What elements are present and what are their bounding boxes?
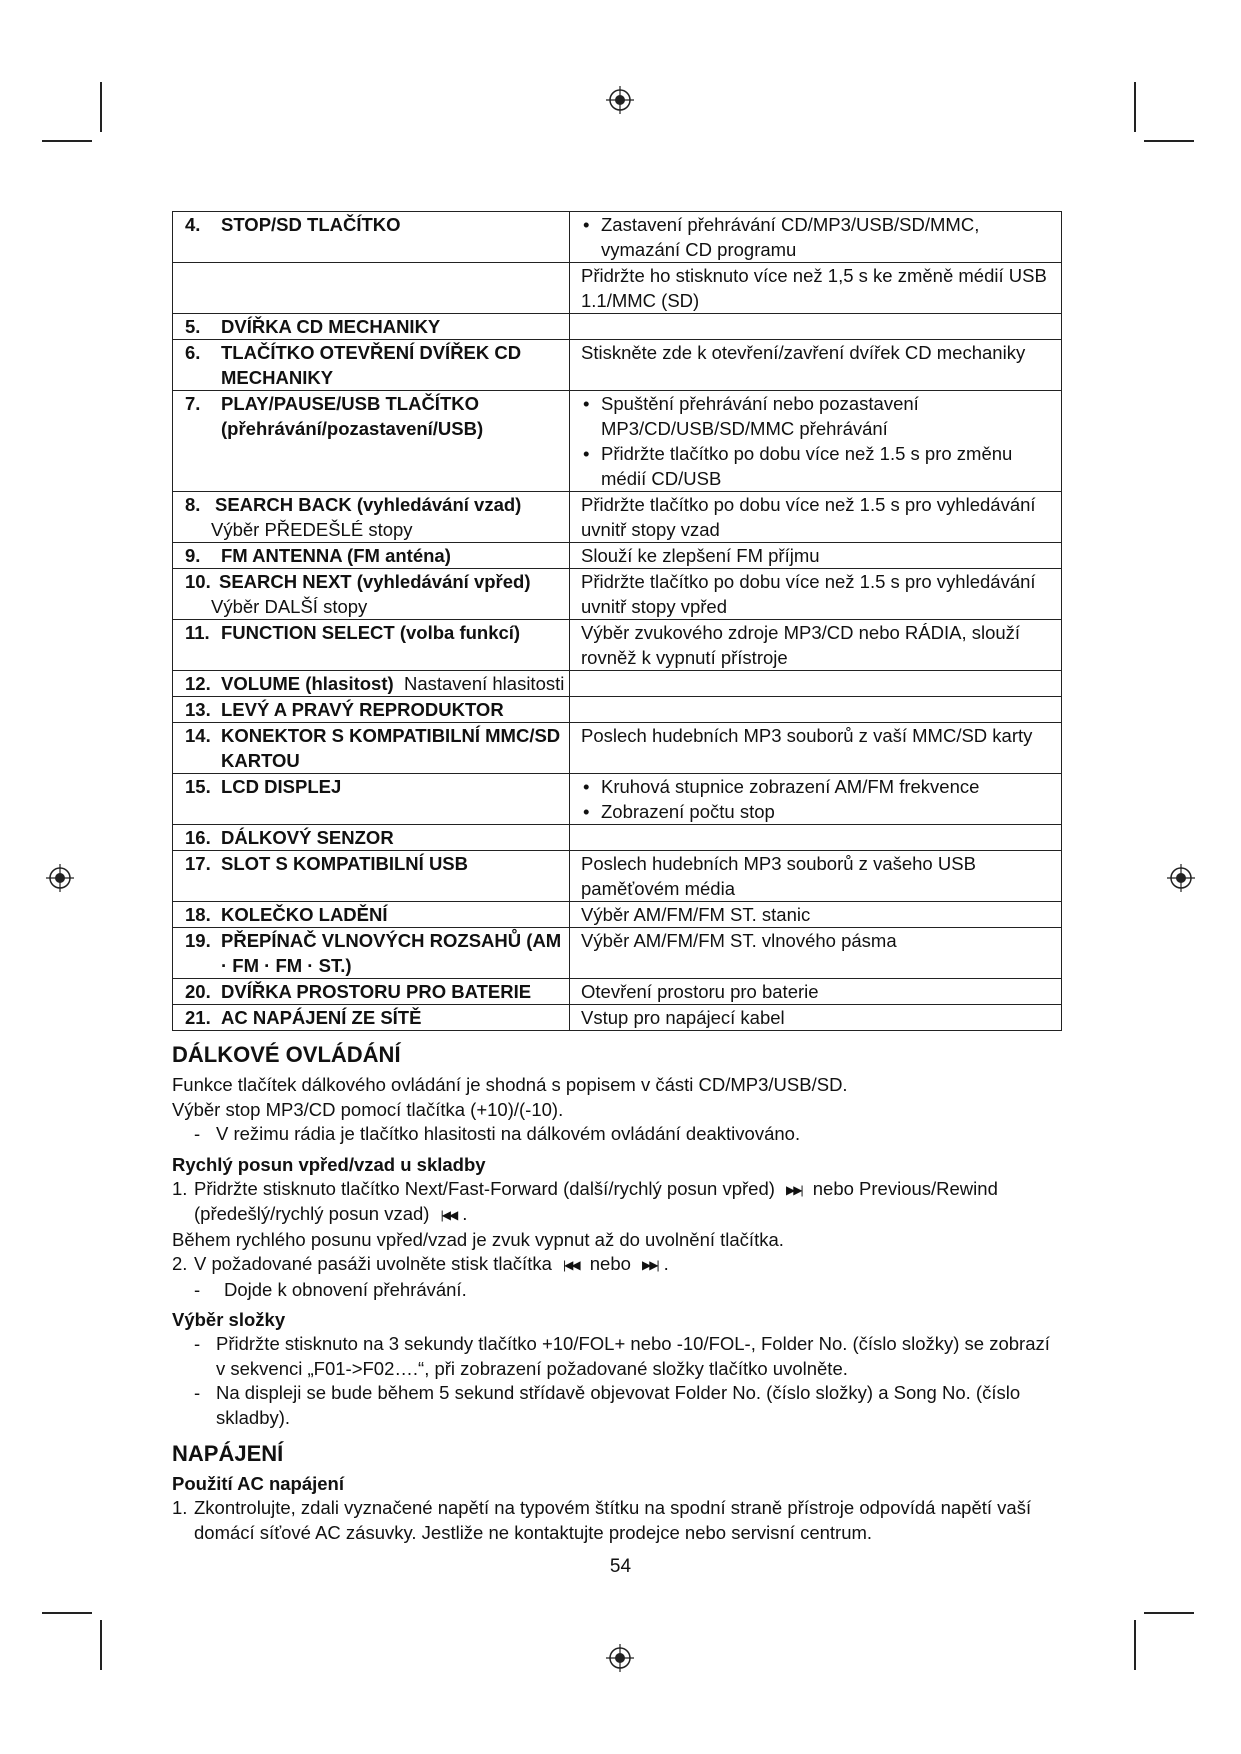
table-row xyxy=(173,979,1062,1005)
table-row xyxy=(173,851,1062,902)
table-row xyxy=(173,340,1062,391)
item-label: DVÍŘKA CD MECHANIKY xyxy=(221,316,441,337)
item-label: SEARCH BACK (vyhledávání vzad) xyxy=(215,494,522,515)
table-row xyxy=(173,928,1062,979)
item-number: 17. xyxy=(185,853,211,874)
dash-item: - Přidržte stisknuto na 3 sekundy tlačítko +10/FOL+ nebo -10/FOL-, Folder No. (číslo složky) se zobrazí v sekvenci „F01->F02….“, při zobrazení požadované složky tlačítko uvolněte. xyxy=(172,1332,1062,1381)
item-description: • Zastavení přehrávání CD/MP3/USB/SD/MMC, vymazání CD programu xyxy=(581,212,1055,262)
crop-mark xyxy=(100,1620,102,1670)
item-description: Otevření prostoru pro baterie xyxy=(581,981,819,1002)
step-text: Přidržte stisknuto tlačítko Next/Fast-Forward (další/rychlý posun vpřed) xyxy=(194,1177,775,1199)
item-description: Přidržte ho stisknuto více než 1,5 s ke změně médií USB 1.1/MMC (SD) xyxy=(581,265,1047,311)
item-label: LEVÝ A PRAVÝ REPRODUKTOR xyxy=(221,699,504,720)
item-label: AC NAPÁJENÍ ZE SÍTĚ xyxy=(221,1007,422,1028)
item-label: DÁLKOVÝ SENZOR xyxy=(221,827,394,848)
item-sublabel: Výběr DALŠÍ stopy xyxy=(211,596,368,617)
item-label: FUNCTION SELECT (volba funkcí) xyxy=(221,622,521,643)
table-row xyxy=(173,697,1062,723)
page-content xyxy=(172,211,1062,1545)
page-number: 54 xyxy=(609,1556,632,1577)
section-heading-remote: DÁLKOVÉ OVLÁDÁNÍ xyxy=(172,1042,401,1067)
table-row xyxy=(173,492,1062,543)
crop-mark xyxy=(1144,140,1194,142)
item-label: LCD DISPLEJ xyxy=(221,776,342,797)
item-label: DVÍŘKA PROSTORU PRO BATERIE xyxy=(221,981,532,1002)
item-number: 12. xyxy=(185,673,211,694)
item-number: 11. xyxy=(185,622,210,643)
item-number: 5. xyxy=(185,316,201,337)
item-label: SEARCH NEXT (vyhledávání vpřed) xyxy=(219,571,531,592)
paragraph: Během rychlého posunu vpřed/vzad je zvuk vypnut až do uvolnění tlačítka. xyxy=(172,1228,784,1250)
item-label: FM ANTENNA (FM anténa) xyxy=(221,545,451,566)
item-label: SLOT S KOMPATIBILNÍ USB xyxy=(221,853,469,874)
item-inline-description: Nastavení hlasitosti xyxy=(403,673,565,694)
item-number: 1. xyxy=(172,1497,188,1518)
item-label: KOLEČKO LADĚNÍ xyxy=(221,904,388,925)
item-description: Stiskněte zde k otevření/zavření dvířek CD mechaniky xyxy=(581,342,1026,363)
item-description: • Přidržte tlačítko po dobu více než 1.5 s pro změnu médií CD/USB xyxy=(581,441,1055,491)
table-row xyxy=(173,902,1062,928)
registration-mark-icon xyxy=(605,1643,635,1673)
subheading-folder-select: Výběr složky xyxy=(172,1309,286,1330)
registration-mark-icon xyxy=(45,863,75,893)
step-text: Zkontrolujte, zdali vyznačené napětí na typovém štítku na spodní straně přístroje odpovídá napětí vaší domácí síťové AC zásuvky. Jestliže ne kontaktujte prodejce nebo servisní centrum. xyxy=(194,1497,1032,1543)
step-text: . xyxy=(462,1203,468,1224)
numbered-item xyxy=(172,1177,1062,1228)
item-description: Výběr AM/FM/FM ST. vlnového pásma xyxy=(581,930,897,951)
item-number: 6. xyxy=(185,342,201,363)
paragraph: Funkce tlačítek dálkového ovládání je shodná s popisem v části CD/MP3/USB/SD. xyxy=(172,1074,848,1095)
item-number: 19. xyxy=(185,930,211,951)
table-row xyxy=(173,569,1062,620)
dash-item: - V režimu rádia je tlačítko hlasitosti na dálkovém ovládání deaktivováno. xyxy=(172,1122,1062,1147)
table-row xyxy=(173,671,1062,697)
item-number: 16. xyxy=(185,827,211,848)
table-row xyxy=(173,543,1062,569)
numbered-item xyxy=(172,1252,1062,1278)
item-number: 10. xyxy=(185,571,211,592)
step-text: nebo xyxy=(589,1253,631,1274)
table-row xyxy=(173,263,1062,314)
item-sublabel: Výběr PŘEDEŠLÉ stopy xyxy=(211,519,413,540)
item-number: 15. xyxy=(185,776,211,797)
crop-mark xyxy=(1134,82,1136,132)
registration-mark-icon xyxy=(1166,863,1196,893)
item-label: VOLUME (hlasitost) xyxy=(221,673,394,694)
item-number: 18. xyxy=(185,904,211,925)
item-number: 4. xyxy=(185,214,201,235)
item-description: • Kruhová stupnice zobrazení AM/FM frekvence xyxy=(581,774,1055,799)
table-row xyxy=(173,620,1062,671)
dash-item: - Na displeji se bude během 5 sekund střídavě objevovat Folder No. (číslo složky) a Song No. (číslo skladby). xyxy=(172,1381,1062,1430)
table-row xyxy=(173,825,1062,851)
crop-mark xyxy=(100,82,102,132)
item-number: 8. xyxy=(185,494,201,515)
item-label: PŘEPÍNAČ VLNOVÝCH ROZSAHŮ (AM · FM · FM · ST.) xyxy=(221,930,562,976)
table-row xyxy=(173,774,1062,825)
next-track-icon: ▶▶| xyxy=(642,1258,658,1272)
item-description: Výběr zvukového zdroje MP3/CD nebo RÁDIA, slouží rovněž k vypnutí přístroje xyxy=(581,622,1021,668)
table-row xyxy=(173,212,1062,263)
crop-mark xyxy=(42,140,92,142)
next-track-icon: ▶▶| xyxy=(786,1182,802,1197)
item-number: 13. xyxy=(185,699,211,720)
crop-mark xyxy=(1144,1612,1194,1614)
item-description: Přidržte tlačítko po dobu více než 1.5 s pro vyhledávání uvnitř stopy vpřed xyxy=(581,571,1036,617)
step-text: V požadované pasáži uvolněte stisk tlačítka xyxy=(194,1253,552,1274)
step-text: nebo Previous/Rewind (předešlý/rychlý posun vzad) xyxy=(194,1177,998,1224)
dash-item: - Dojde k obnovení přehrávání. xyxy=(172,1278,1062,1303)
item-number: 21. xyxy=(185,1007,211,1028)
section-heading-power: NAPÁJENÍ xyxy=(172,1441,284,1466)
crop-mark xyxy=(42,1612,92,1614)
step-text: . xyxy=(663,1253,669,1274)
item-description: Výběr AM/FM/FM ST. stanic xyxy=(581,904,811,925)
previous-track-icon: |◀◀ xyxy=(440,1208,457,1222)
item-number: 2. xyxy=(172,1253,188,1274)
item-description: Přidržte tlačítko po dobu více než 1.5 s pro vyhledávání uvnitř stopy vzad xyxy=(581,494,1036,540)
item-number: 20. xyxy=(185,981,211,1002)
item-description: • Zobrazení počtu stop xyxy=(581,799,1055,824)
paragraph: Výběr stop MP3/CD pomocí tlačítka (+10)/(-10). xyxy=(172,1098,564,1120)
item-number: 14. xyxy=(185,725,211,746)
item-label: STOP/SD TLAČÍTKO xyxy=(221,214,401,235)
item-label: TLAČÍTKO OTEVŘENÍ DVÍŘEK CD MECHANIKY xyxy=(221,342,522,388)
table-row xyxy=(173,391,1062,492)
item-description: • Spuštění přehrávání nebo pozastavení MP3/CD/USB/SD/MMC přehrávání xyxy=(581,391,1055,441)
item-number: 9. xyxy=(185,545,201,566)
item-label: KONEKTOR S KOMPATIBILNÍ MMC/SD KARTOU xyxy=(221,725,561,771)
registration-mark-icon xyxy=(605,85,635,115)
item-description: Poslech hudebních MP3 souborů z vašeho USB paměťovém média xyxy=(581,853,976,899)
item-number: 7. xyxy=(185,393,201,414)
table-row xyxy=(173,314,1062,340)
subheading-ac-power: Použití AC napájení xyxy=(172,1473,344,1494)
item-description: Vstup pro napájecí kabel xyxy=(581,1007,785,1028)
previous-track-icon: |◀◀ xyxy=(563,1258,579,1272)
item-number: 1. xyxy=(172,1177,188,1199)
controls-table xyxy=(172,211,1062,1031)
item-label: PLAY/PAUSE/USB TLAČÍTKO (přehrávání/pozastavení/USB) xyxy=(221,393,484,439)
table-row xyxy=(173,723,1062,774)
item-description: Poslech hudebních MP3 souborů z vaší MMC/SD karty xyxy=(581,725,1033,746)
item-description: Slouží ke zlepšení FM příjmu xyxy=(581,545,820,566)
crop-mark xyxy=(1134,1620,1136,1670)
subheading-fast-seek: Rychlý posun vpřed/vzad u skladby xyxy=(172,1153,486,1175)
table-row xyxy=(173,1005,1062,1031)
numbered-item xyxy=(172,1496,1062,1545)
